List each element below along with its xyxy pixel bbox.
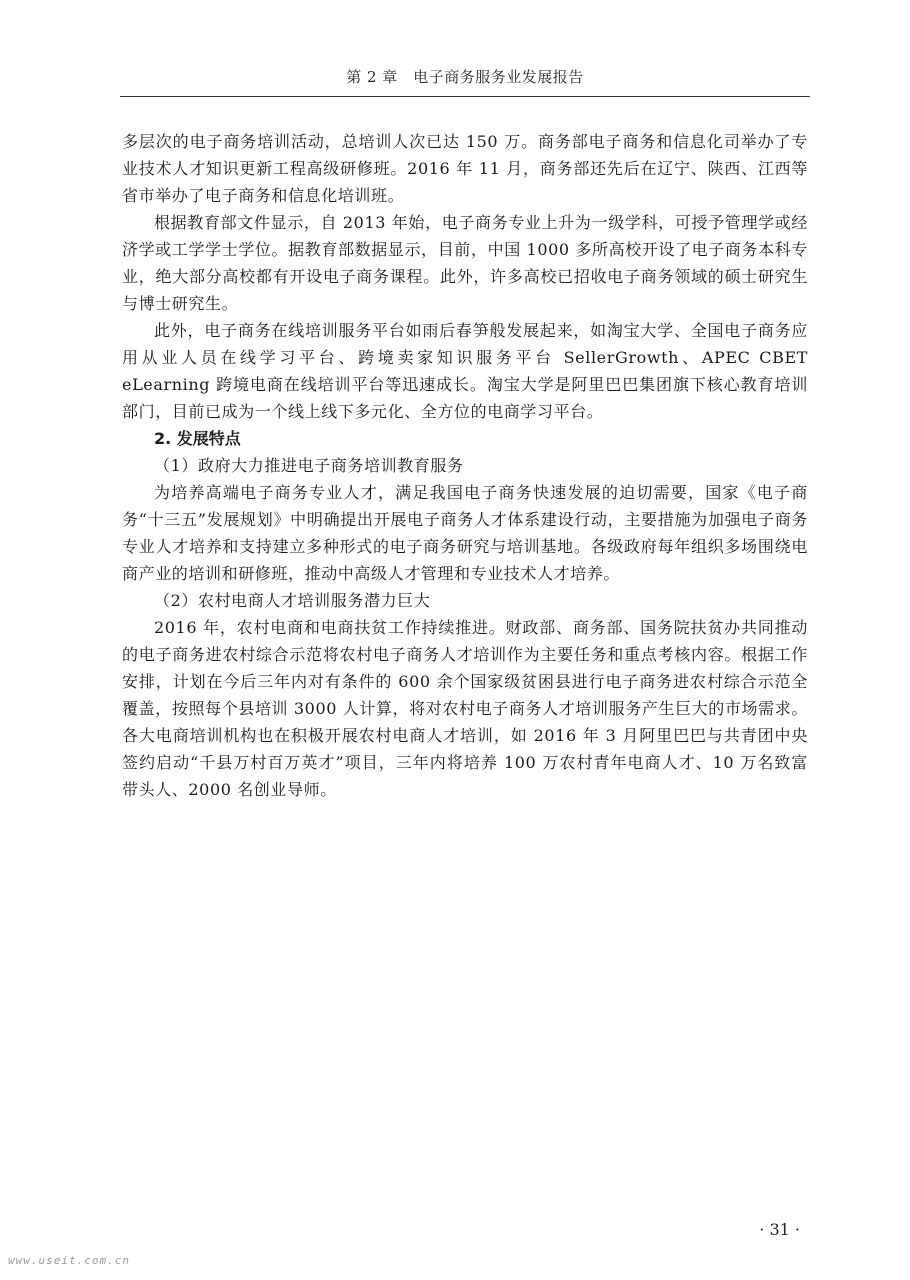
paragraph-continued: 多层次的电子商务培训活动，总培训人次已达 150 万。商务部电子商务和信息化司举办了专业技术人才知识更新工程高级研修班。2016 年 11 月，商务部还先后在辽宁、陕西、江西等省市举办了电子商务和信息化培训班。 <box>122 132 808 205</box>
section-heading: 2. 发展特点 <box>154 429 241 448</box>
page-number: · 31 · <box>759 1220 800 1239</box>
paragraph-education-ministry: 根据教育部文件显示，自 2013 年始，电子商务专业上升为一级学科，可授予管理学或经济学或工学学士学位。据教育部数据显示，目前，中国 1000 多所高校开设了电子商务本科专业，绝大部分高校都有开设电子商务课程。此外，许多高校已招收电子商务领域的硕士研究生与博士研究生。 <box>122 213 808 313</box>
subheading-government: （1）政府大力推进电子商务培训教育服务 <box>154 456 464 475</box>
paragraph-rural: 2016 年，农村电商和电商扶贫工作持续推进。财政部、商务部、国务院扶贫办共同推动的电子商务进农村综合示范将农村电子商务人才培训作为主要任务和重点考核内容。根据工作安排，计划在今后三年内对有条件的 600 余个国家级贫困县进行电子商务进农村综合示范全覆盖，按照每个县培训 3000 人计算，将对农村电子商务人才培训服务产生巨大的市场需求。各大电商培训机构也在积极开展农村电商人才培训，如 2016 年 3 月阿里巴巴与共青团中央签约启动“千县万村百万英才”项目，三年内将培养 100 万农村青年电商人才、10 万名致富带头人、2000 名创业导师。 <box>122 618 808 799</box>
running-header: 第 2 章 电子商务服务业发展报告 <box>346 68 584 86</box>
subheading-rural: （2）农村电商人才培训服务潜力巨大 <box>154 591 431 610</box>
watermark: www.useit.com.cn <box>8 1254 130 1267</box>
header-rule <box>120 96 810 97</box>
paragraph-online-platforms: 此外，电子商务在线培训服务平台如雨后春笋般发展起来，如淘宝大学、全国电子商务应用从业人员在线学习平台、跨境卖家知识服务平台 SellerGrowth、APEC CBET eLearning 跨境电商在线培训平台等迅速成长。淘宝大学是阿里巴巴集团旗下核心教育培训部门，目前已成为一个线上线下多元化、全方位的电商学习平台。 <box>122 321 808 421</box>
body-text <box>122 128 808 803</box>
paragraph-government: 为培养高端电子商务专业人才，满足我国电子商务快速发展的迫切需要，国家《电子商务“十三五”发展规划》中明确提出开展电子商务人才体系建设行动，主要措施为加强电子商务专业人才培养和支持建立多种形式的电子商务研究与培训基地。各级政府每年组织多场围绕电商产业的培训和研修班，推动中高级人才管理和专业技术人才培养。 <box>122 483 808 583</box>
